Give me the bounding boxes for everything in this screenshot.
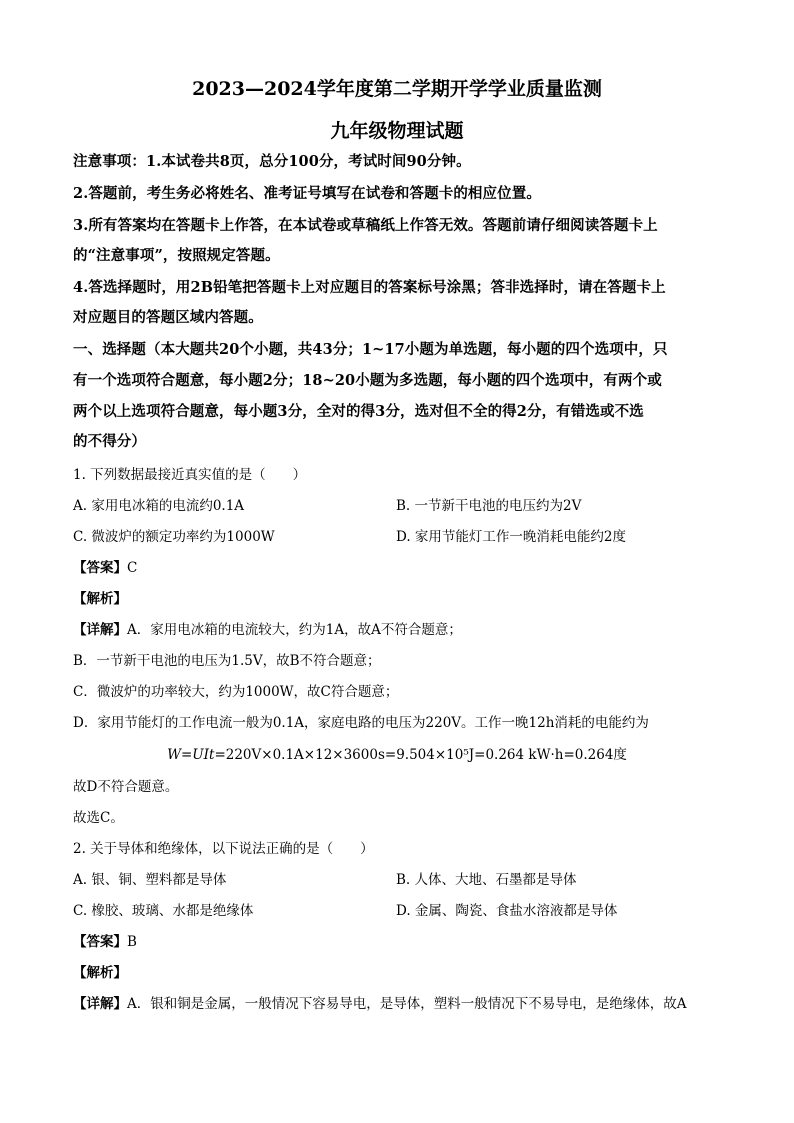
q2-option-b: B. 人体、大地、石墨都是导体 bbox=[396, 872, 577, 888]
q2-option-a: A. 银、铜、塑料都是导体 bbox=[73, 872, 227, 888]
q1-stem: 1. 下列数据最接近真实值的是（ ） bbox=[73, 467, 307, 483]
q1-detail-a bbox=[73, 618, 462, 638]
q1-detail-b: B．一节新干电池的电压为1.5V，故B不符合题意； bbox=[73, 653, 381, 669]
q2-option-d: D. 金属、陶瓷、食盐水溶液都是导体 bbox=[396, 903, 618, 919]
note-1: 注意事项：1.本试卷共8页，总分100分，考试时间90分钟。 bbox=[73, 153, 471, 170]
analysis-tag: 【解析】 bbox=[73, 591, 127, 607]
note-4-cont: 对应题目的答题区域内答题。 bbox=[73, 309, 263, 326]
q2-detail-a bbox=[73, 992, 687, 1012]
q1-detail-c: C．微波炉的功率较大，约为1000W，故C符合题意； bbox=[73, 684, 399, 700]
exam-title: 2023—2024学年度第二学期开学学业质量监测 bbox=[192, 78, 602, 100]
q1-option-b: B. 一节新干电池的电压约为2V bbox=[396, 498, 582, 514]
q2-stem: 2. 关于导体和绝缘体，以下说法正确的是（ ） bbox=[73, 841, 374, 857]
section-heading-2: 有一个选项符合题意，每小题2分；18~20小题为多选题，每小题的四个选项中，有两个或 bbox=[73, 372, 662, 389]
q1-option-a: A. 家用电冰箱的电流约0.1A bbox=[73, 498, 245, 514]
q1-analysis bbox=[73, 587, 127, 607]
formula-uit: UIt bbox=[192, 747, 215, 763]
formula-rest: =220V×0.1A×12×3600s=9.504×10⁵J=0.264 kW·h=0.264度 bbox=[214, 747, 627, 763]
detail-text: A．家用电冰箱的电流较大，约为1A，故A不符合题意； bbox=[127, 622, 462, 638]
answer-value: B bbox=[127, 934, 137, 950]
q1-detail-d: D．家用节能灯的工作电流一般为0.1A，家庭电路的电压为220V。工作一晚12h消耗的电能约为 bbox=[73, 715, 649, 731]
q2-answer bbox=[73, 930, 137, 950]
section-heading-3: 两个以上选项符合题意，每小题3分，全对的得3分，选对但不全的得2分，有错选或不选 bbox=[73, 403, 644, 420]
note-3-cont: 的“注意事项”，按照规定答题。 bbox=[73, 247, 280, 264]
section-heading-1: 一、选择题（本大题共20个小题，共43分；1~17小题为单选题，每小题的四个选项中，只 bbox=[73, 341, 668, 358]
answer-tag: 【答案】 bbox=[73, 560, 127, 576]
answer-value: C bbox=[127, 560, 138, 576]
q2-option-c: C. 橡胶、玻璃、水都是绝缘体 bbox=[73, 903, 254, 919]
energy-formula bbox=[0, 743, 794, 763]
answer-tag: 【答案】 bbox=[73, 934, 127, 950]
analysis-tag: 【解析】 bbox=[73, 965, 127, 981]
detail-text: A．银和铜是金属，一般情况下容易导电，是导体，塑料一般情况下不易导电，是绝缘体，故A bbox=[127, 996, 687, 1012]
q2-analysis bbox=[73, 961, 127, 981]
detail-tag: 【详解】 bbox=[73, 622, 127, 638]
formula-variable: W bbox=[167, 747, 181, 763]
note-2: 2.答题前，考生务必将姓名、准考证号填写在试卷和答题卡的相应位置。 bbox=[73, 185, 541, 202]
exam-subtitle: 九年级物理试题 bbox=[330, 120, 464, 142]
q1-conclusion-d: 故D不符合题意。 bbox=[73, 779, 179, 795]
formula-equals: = bbox=[180, 747, 193, 763]
section-heading-4: 的不得分） bbox=[73, 433, 146, 450]
note-4: 4.答选择题时，用2B铅笔把答题卡上对应题目的答案标号涂黑；答非选择时，请在答题卡上 bbox=[73, 279, 666, 296]
q1-option-c: C. 微波炉的额定功率约为1000W bbox=[73, 529, 275, 545]
q1-option-d: D. 家用节能灯工作一晚消耗电能约2度 bbox=[396, 529, 627, 545]
note-3: 3.所有答案均在答题卡上作答，在本试卷或草稿纸上作答无效。答题前请仔细阅读答题卡上 bbox=[73, 217, 658, 234]
detail-tag: 【详解】 bbox=[73, 996, 127, 1012]
q1-answer bbox=[73, 556, 137, 576]
q1-choose: 故选C。 bbox=[73, 810, 124, 826]
